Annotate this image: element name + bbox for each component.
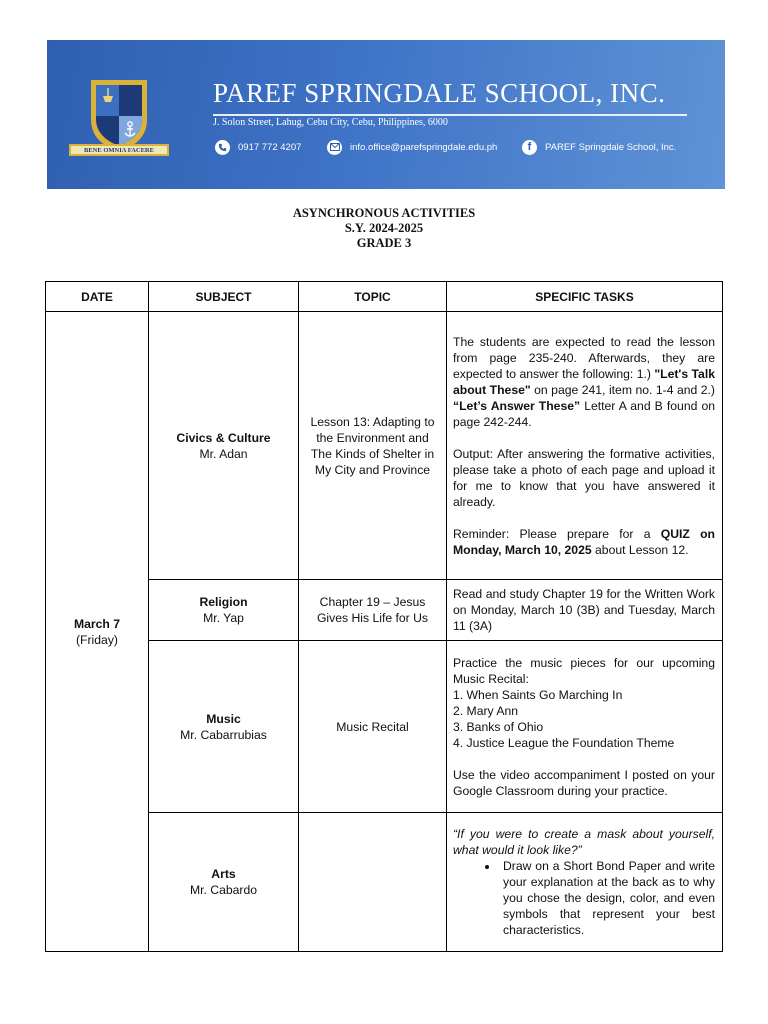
task-paragraph xyxy=(453,334,715,430)
music-piece: 1. When Saints Go Marching In xyxy=(453,687,623,702)
school-name: PAREF SPRINGDALE SCHOOL, INC. xyxy=(213,78,666,108)
banner-divider xyxy=(213,114,687,116)
task-text: Letter A and B found on page 242-244. xyxy=(453,398,715,429)
task-paragraph: Read and study Chapter 19 for the Written Work on Monday, March 10 (3B) and Tuesday, March 11 (3A) xyxy=(453,587,715,633)
contact-facebook xyxy=(522,139,676,155)
header-date: DATE xyxy=(46,282,149,312)
subject-cell xyxy=(149,641,299,813)
task-text: The students are expected to read the lesson from page 235-240. Afterwards, they are expected to answer the following: 1.) xyxy=(453,334,715,381)
title-line-2: S.Y. 2024-2025 xyxy=(344,221,424,235)
topic-cell: Music Recital xyxy=(299,641,447,813)
task-text: Reminder: Please prepare for a xyxy=(453,526,661,541)
phone-icon xyxy=(215,140,230,155)
teacher-name: Mr. Yap xyxy=(203,611,244,625)
phone-number: 0917 772 4207 xyxy=(238,141,302,153)
music-piece: 4. Justice League the Foundation Theme xyxy=(453,735,675,750)
task-intro: Practice the music pieces for our upcoming Music Recital: xyxy=(453,655,715,686)
tasks-cell xyxy=(447,641,723,813)
topic-cell: Lesson 13: Adapting to the Environment and The Kinds of Shelter in My City and Province xyxy=(299,312,447,580)
contact-email xyxy=(327,139,497,155)
schedule-table xyxy=(45,281,723,952)
header-tasks: SPECIFIC TASKS xyxy=(447,282,723,312)
task-output: Output: After answering the formative activities, please take a photo of each page and upload it for me to know that you have answered it already. xyxy=(453,446,715,509)
list-item: • Draw on a Short Bond Paper and write your explanation at the back as to why you chose the design, color, and even symbols that represent your best characteristics. xyxy=(499,858,715,938)
date-cell xyxy=(46,312,149,952)
date-day: March 7 xyxy=(73,616,121,631)
email-icon xyxy=(327,140,342,155)
school-address: J. Solon Street, Lahug, Cebu City, Cebu, Philippines, 6000 xyxy=(213,117,448,128)
task-emphasis: “Let’s Answer These” xyxy=(453,398,581,413)
table-row xyxy=(46,312,723,580)
task-text: about Lesson 12. xyxy=(591,542,689,557)
music-piece: 2. Mary Ann xyxy=(453,703,519,718)
email-address[interactable]: info.office@parefspringdale.edu.ph xyxy=(350,141,498,153)
contact-phone xyxy=(215,139,301,155)
subject-cell xyxy=(149,813,299,952)
tasks-cell xyxy=(447,813,723,952)
subject-name: Music xyxy=(206,711,241,726)
tasks-cell xyxy=(447,580,723,641)
motto-label: BENE OMNIA FACERE xyxy=(84,147,154,154)
teacher-name: Mr. Adan xyxy=(199,446,248,461)
title-line-3: GRADE 3 xyxy=(356,236,412,250)
subject-name: Civics & Culture xyxy=(176,430,271,445)
table-header-row xyxy=(46,282,723,312)
header-topic: TOPIC xyxy=(299,282,447,312)
header-subject: SUBJECT xyxy=(149,282,299,312)
teacher-name: Mr. Cabardo xyxy=(189,883,258,897)
subject-name: Religion xyxy=(199,595,248,609)
music-piece: 3. Banks of Ohio xyxy=(453,719,544,734)
facebook-page[interactable]: PAREF Springdale School, Inc. xyxy=(545,141,677,153)
task-emphasis: "Let's Talk about These" xyxy=(453,366,715,397)
task-emphasis: QUIZ on Monday, March 10, 2025 xyxy=(453,526,715,557)
topic-cell: Chapter 19 – Jesus Gives His Life for Us xyxy=(299,580,447,641)
document-titles xyxy=(0,206,768,251)
facebook-icon: f xyxy=(522,140,537,155)
task-bullets xyxy=(453,858,715,938)
task-reminder xyxy=(453,526,715,558)
header-banner xyxy=(47,40,725,189)
task-paragraph: Use the video accompaniment I posted on your Google Classroom during your practice. xyxy=(453,767,715,798)
task-text: on page 241, item no. 1-4 and 2.) xyxy=(530,382,715,397)
subject-name: Arts xyxy=(211,867,236,881)
subject-cell xyxy=(149,312,299,580)
task-quote: “If you were to create a mask about yourself, what would it look like?” xyxy=(453,827,715,857)
tasks-cell xyxy=(447,312,723,580)
teacher-name: Mr. Cabarrubias xyxy=(180,727,267,742)
title-line-1: ASYNCHRONOUS ACTIVITIES xyxy=(292,206,476,220)
date-weekday: (Friday) xyxy=(76,632,118,647)
subject-cell xyxy=(149,580,299,641)
topic-cell xyxy=(299,813,447,952)
